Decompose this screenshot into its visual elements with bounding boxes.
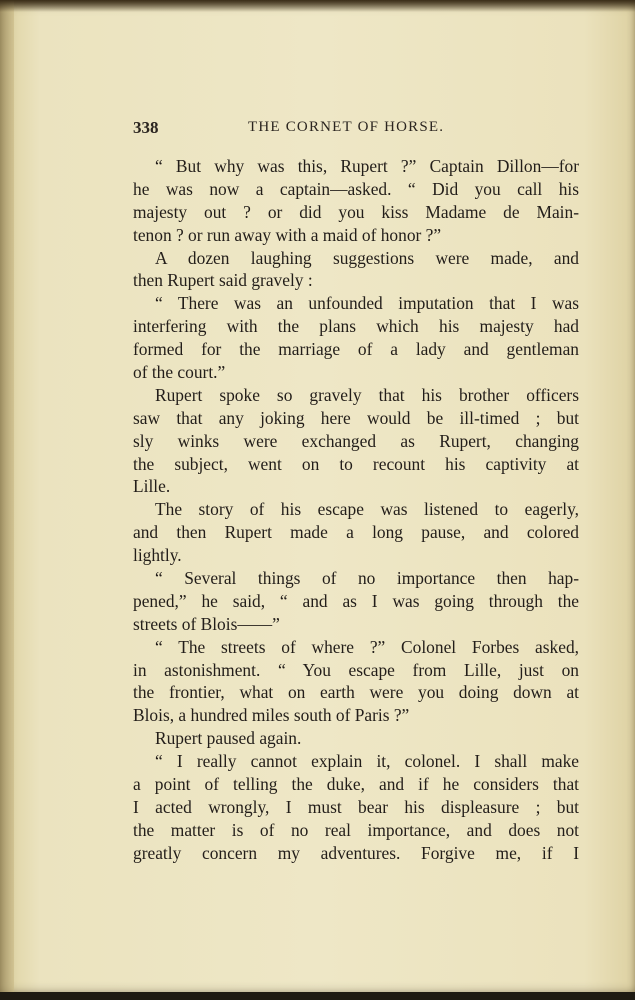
text-line: pened,” he said, “ and as I was going through the — [133, 590, 579, 611]
text-line: the frontier, what on earth were you doing down at — [133, 682, 579, 703]
text-line: Blois, a hundred miles south of Paris ?” — [133, 705, 410, 726]
text-line: the matter is of no real importance, and does not — [133, 819, 579, 840]
text-line: A dozen laughing suggestions were made, and — [155, 247, 579, 268]
running-title: THE CORNET OF HORSE. — [248, 119, 445, 135]
text-line: saw that any joking here would be ill-timed ; but — [133, 407, 579, 428]
text-line: interfering with the plans which his majesty had — [133, 316, 579, 337]
text-line: “ I really cannot explain it, colonel. I shall make — [155, 751, 579, 772]
text-line: I acted wrongly, I must bear his displeasure ; but — [133, 796, 579, 817]
text-line: The story of his escape was listened to eagerly, — [155, 499, 579, 520]
text-line: Lille. — [133, 476, 171, 497]
text-line: formed for the marriage of a lady and gentleman — [133, 339, 579, 360]
text-line: and then Rupert made a long pause, and colored — [133, 522, 579, 543]
text-line: majesty out ? or did you kiss Madame de Main- — [133, 201, 579, 222]
text-line: tenon ? or run away with a maid of honor ?” — [133, 224, 442, 245]
text-line: a point of telling the duke, and if he considers that — [133, 774, 579, 795]
text-line: sly winks were exchanged as Rupert, changing — [133, 430, 579, 451]
top-edge-shadow — [0, 0, 635, 12]
text-line: “ There was an unfounded imputation that I was — [155, 293, 579, 314]
body-text — [133, 155, 579, 865]
page-gutter-shadow — [0, 0, 14, 1000]
text-line: he was now a captain—asked. “ Did you call his — [133, 178, 579, 199]
page-header — [133, 118, 579, 140]
text-line: lightly. — [133, 545, 182, 566]
text-line: of the court.” — [133, 362, 226, 383]
text-line: greatly concern my adventures. Forgive me, if I — [133, 842, 579, 863]
text-line: Rupert paused again. — [155, 728, 302, 749]
text-line: “ Several things of no importance then hap- — [155, 568, 579, 589]
text-line: “ The streets of where ?” Colonel Forbes asked, — [155, 636, 579, 657]
page-number: 338 — [133, 118, 159, 137]
text-line: Rupert spoke so gravely that his brother officers — [155, 384, 579, 405]
text-line: the subject, went on to recount his captivity at — [133, 453, 579, 474]
text-line: “ But why was this, Rupert ?” Captain Dillon—for — [155, 156, 579, 176]
text-line: in astonishment. “ You escape from Lille, just on — [133, 659, 579, 680]
text-line: streets of Blois——” — [133, 613, 280, 634]
bottom-edge-shadow — [0, 992, 635, 1000]
text-line: then Rupert said gravely : — [133, 270, 313, 291]
